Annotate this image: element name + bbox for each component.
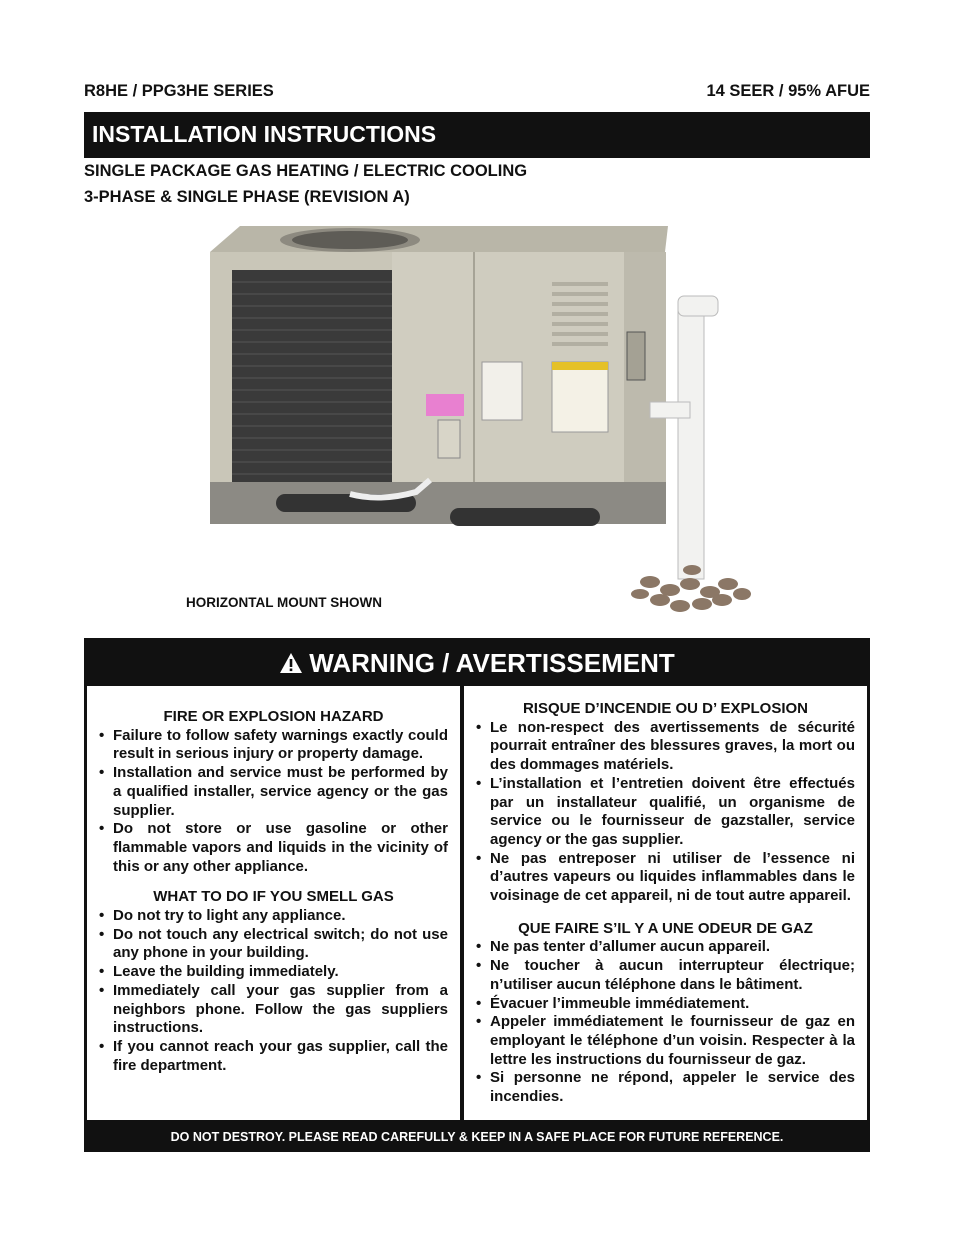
fire-hazard-list — [99, 727, 448, 877]
list-item: • Ne pas tenter d’allumer aucun appareil. — [476, 938, 855, 957]
title-bar — [84, 112, 870, 158]
warning-title: WARNING / AVERTISSEMENT — [309, 648, 675, 678]
list-item: • Évacuer l’immeuble immédiatement. — [476, 995, 855, 1014]
subtitle-line-1: SINGLE PACKAGE GAS HEATING / ELECTRIC COOLING — [84, 162, 528, 180]
footer-notice: DO NOT DESTROY. PLEASE READ CAREFULLY & KEEP IN A SAFE PLACE FOR FUTURE REFERENCE. — [170, 1130, 784, 1144]
smell-gas-list-fr — [476, 938, 855, 1106]
series-label: R8HE / PPG3HE SERIES — [84, 82, 274, 100]
page-title: INSTALLATION INSTRUCTIONS — [92, 121, 437, 147]
fire-hazard-heading-fr: RISQUE D’INCENDIE OU D’ EXPLOSION — [522, 700, 809, 717]
smell-gas-heading: WHAT TO DO IF YOU SMELL GAS — [153, 888, 394, 906]
list-item: • Immediately call your gas supplier from a neighbors phone. Follow the gas suppliers instructions. — [99, 982, 448, 1038]
list-item: • If you cannot reach your gas supplier, call the fire department. — [99, 1038, 448, 1075]
fire-hazard-list-fr — [476, 719, 855, 906]
warning-triangle-icon — [279, 652, 303, 674]
warning-box — [84, 638, 870, 1152]
list-item: • Leave the building immediately. — [99, 963, 448, 982]
fire-hazard-heading: FIRE OR EXPLOSION HAZARD — [163, 708, 384, 725]
smell-gas-list — [99, 907, 448, 1075]
unit-photo — [180, 212, 780, 632]
rating-label: 14 SEER / 95% AFUE — [706, 82, 870, 100]
warning-english-column — [87, 686, 460, 1120]
list-item: • Si personne ne répond, appeler le service des incendies. — [476, 1069, 855, 1106]
list-item: • Do not try to light any appliance. — [99, 907, 448, 926]
list-item: • L’installation et l’entretien doivent être effectués par un installateur qualifié, un organisme de service ou le fournisseur de gazstaller, service agency or the gas supplier. — [476, 775, 855, 850]
warning-header — [84, 638, 870, 684]
list-item: • Ne pas entreposer ni utiliser de l’essence ni d’autres vapeurs ou liquides inflammables dans le voisinage de cet appareil, ni de tout autre appareil. — [476, 850, 855, 906]
warning-french-column — [464, 686, 867, 1120]
photo-caption: HORIZONTAL MOUNT SHOWN — [186, 595, 382, 610]
list-item: • Appeler immédiatement le fournisseur de gaz en employant le téléphone d’un voisin. Respecter à la lettre les instructions du fournisseur de gaz. — [476, 1013, 855, 1069]
list-item: • Do not touch any electrical switch; do not use any phone in your building. — [99, 926, 448, 963]
subtitle-line-2: 3-PHASE & SINGLE PHASE (REVISION A) — [84, 188, 410, 206]
list-item: • Failure to follow safety warnings exactly could result in serious injury or property damage. — [99, 727, 448, 764]
list-item: • Le non-respect des avertissements de sécurité pourrait entraîner des blessures graves, la mort ou des dommages matériels. — [476, 719, 855, 775]
list-item: • Do not store or use gasoline or other flammable vapors and liquids in the vicinity of this or any other appliance. — [99, 820, 448, 876]
list-item: • Installation and service must be performed by a qualified installer, service agency or the gas supplier. — [99, 764, 448, 820]
top-line — [84, 82, 870, 102]
list-item: • Ne toucher à aucun interrupteur électrique; n’utiliser aucun téléphone dans le bâtiment. — [476, 957, 855, 994]
smell-gas-heading-fr: QUE FAIRE S’IL Y A UNE ODEUR DE GAZ — [518, 919, 813, 937]
